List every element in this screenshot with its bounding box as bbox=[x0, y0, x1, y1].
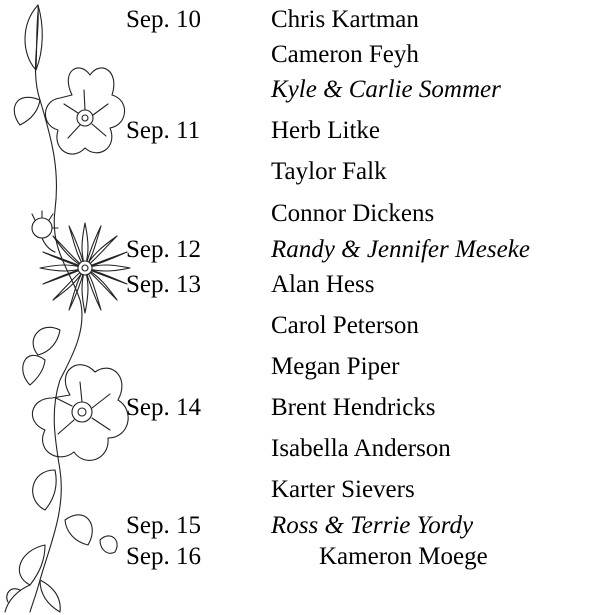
date-label: Sep. 14 bbox=[126, 394, 201, 421]
date-label: Sep. 13 bbox=[126, 271, 201, 298]
person-name: Brent Hendricks bbox=[271, 394, 436, 421]
couple-name: Ross & Terrie Yordy bbox=[271, 512, 474, 539]
person-name: Megan Piper bbox=[271, 353, 400, 380]
person-name: Cameron Feyh bbox=[271, 41, 419, 68]
person-name: Chris Kartman bbox=[271, 6, 419, 33]
couple-name: Randy & Jennifer Meseke bbox=[271, 236, 530, 263]
date-label: Sep. 10 bbox=[126, 6, 201, 33]
person-name: Karter Sievers bbox=[271, 476, 415, 503]
person-name: Carol Peterson bbox=[271, 312, 419, 339]
person-name: Kameron Moege bbox=[319, 543, 488, 570]
date-label: Sep. 12 bbox=[126, 236, 201, 263]
couple-name: Kyle & Carlie Sommer bbox=[271, 76, 501, 103]
person-name: Taylor Falk bbox=[271, 158, 387, 185]
person-name: Herb Litke bbox=[271, 117, 380, 144]
person-name: Isabella Anderson bbox=[271, 435, 451, 462]
date-label: Sep. 15 bbox=[126, 512, 201, 539]
person-name: Connor Dickens bbox=[271, 200, 435, 227]
date-label: Sep. 16 bbox=[126, 543, 201, 570]
date-label: Sep. 11 bbox=[126, 117, 201, 144]
person-name: Alan Hess bbox=[271, 271, 375, 298]
